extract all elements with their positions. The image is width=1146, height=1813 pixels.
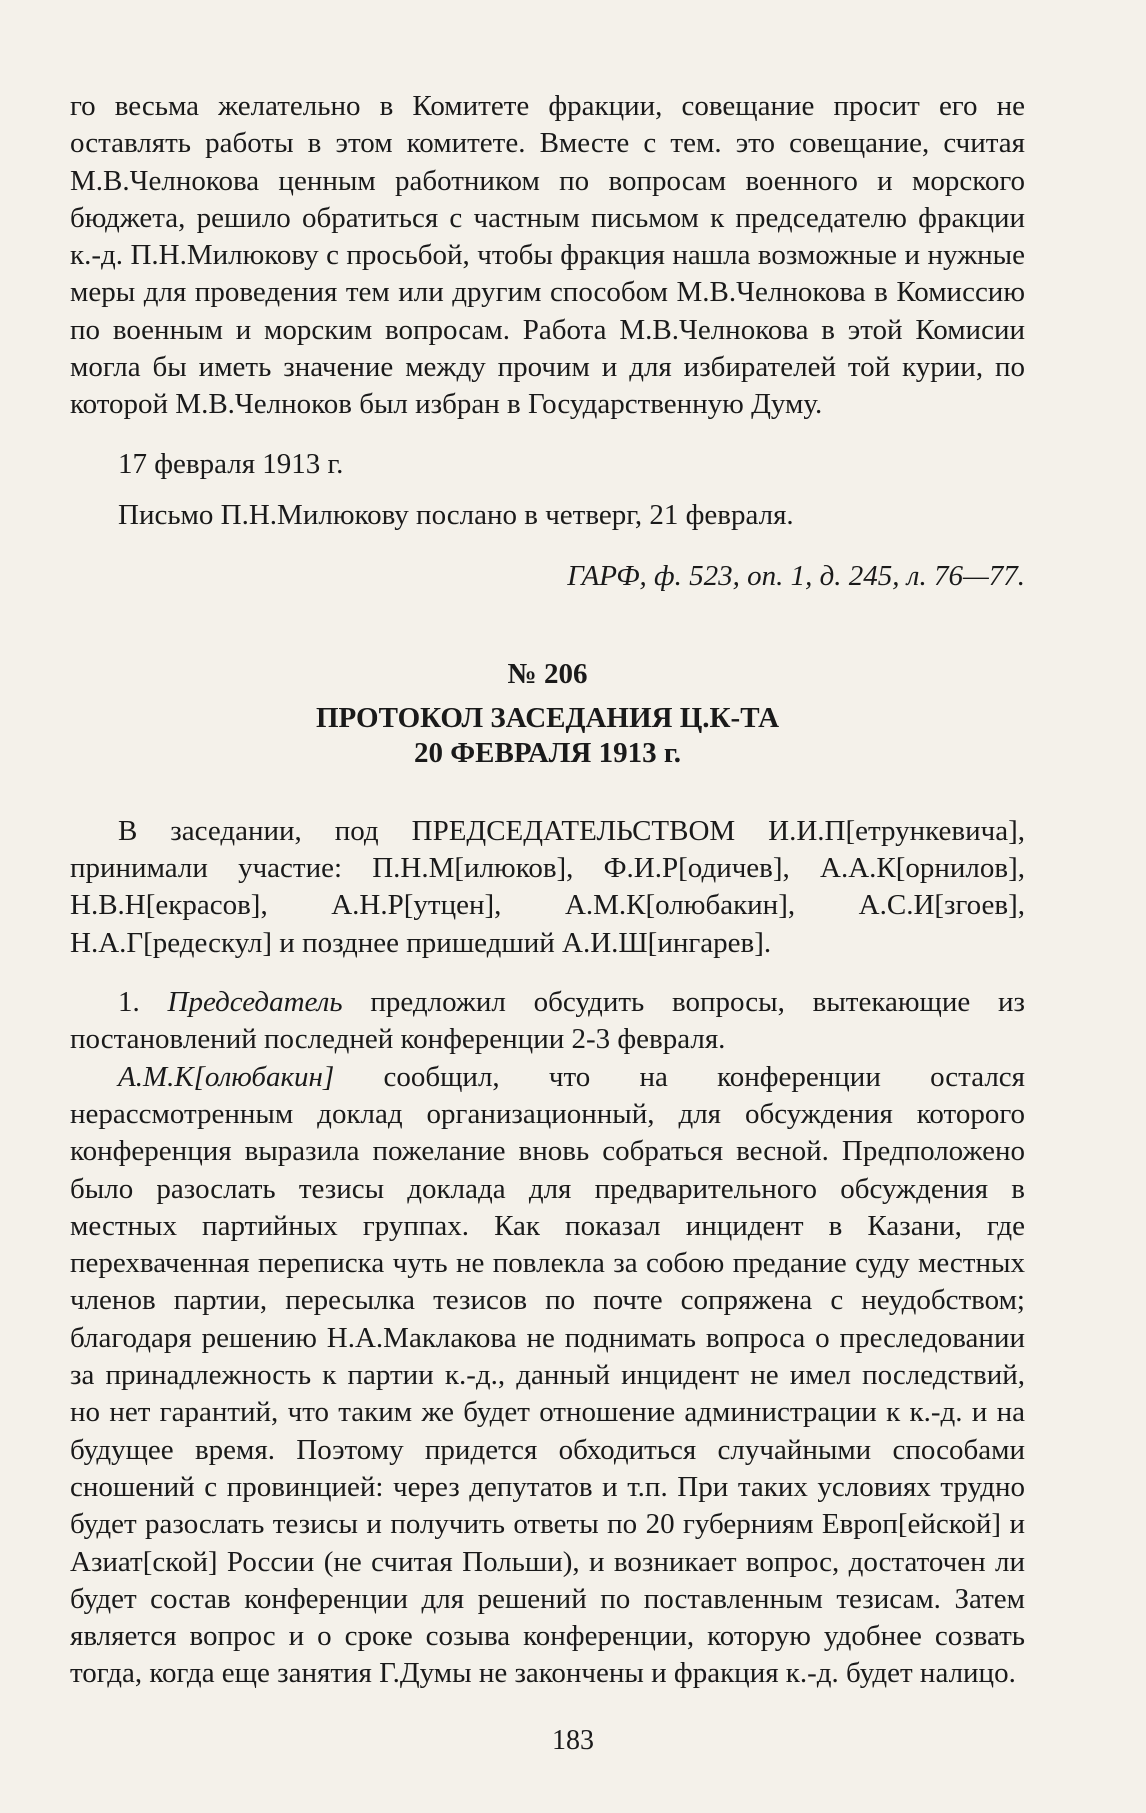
agenda-item-1 [70, 984, 1025, 1059]
attendance-paragraph: В заседании, под ПРЕДСЕДАТЕЛЬСТВОМ И.И.П[етрункевича], принимали участие: П.Н.М[илюков], Ф.И.Р[одичев], А.А.К[орнилов], Н.В.Н[екрасов], А.Н.Р[утцен], А.М.К[олюбакин], А.С.И[згоев], Н.А.Г[редескул] и позднее пришедший А.И.Ш[ингарев]. [70, 814, 1025, 959]
document-title-line-2: 20 ФЕВРАЛЯ 1913 г. [414, 736, 681, 769]
agenda-item-1-text: предложил обсудить вопросы, вытекающие из постановлений последней конференции 2-3 февраля. [70, 986, 1026, 1056]
archive-source-reference: ГАРФ, ф. 523, оп. 1, д. 245, л. 76—77. [567, 560, 1025, 593]
agenda-item-1-speaker: Председатель [167, 986, 343, 1019]
speaker-report-paragraph [70, 1059, 1025, 1693]
intro-paragraph: го весьма желательно в Комитете фракции, совещание просит его не оставлять работы в этом комитете. Вместе с тем. это совещание, считая М.В.Челнокова ценным работником по вопросам военного и морского бюджета, решило обратиться с частным письмом к председателю фракции к.-д. П.Н.Милюкову с просьбой, чтобы фракция нашла возможные и нужные меры для проведения тем или другим способом М.В.Челнокова в Комиссию по военным и морским вопросам. Работа М.В.Челнокова в этой Комисии могла бы иметь значение между прочим и для избирателей той курии, по которой М.В.Челноков был избран в Государственную Думу. [70, 90, 1025, 421]
date-line: 17 февраля 1913 г. [118, 447, 344, 480]
agenda-item-1-number: 1. [118, 986, 140, 1019]
letter-note: Письмо П.Н.Милюкову послано в четверг, 21 февраля. [118, 498, 794, 531]
report-speaker: А.М.К[олюбакин] [118, 1060, 335, 1093]
document-title [70, 701, 1025, 771]
report-text: сообщил, что на конференции остался нерассмотренным доклад организационный, для обсуждения которого конференция выразила пожелание вновь собраться весной. Предположено было разослать тезисы доклада для предварительного обсуждения в местных партийных группах. Как показал инцидент в Казани, где перехваченная переписка чуть не повлекла за собою предание суду местных членов партии, пересылка тезисов по почте сопряжена с неудобством; благодаря решению Н.А.Маклакова не поднимать вопроса о преследовании за принадлежность к партии к.-д., данный инцидент не имел последствий, но нет гарантий, что таким же будет отношение администрации к к.-д. и на будущее время. Поэтому придется обходиться случайными способами сношений с провинцией: через депутатов и т.п. При таких условиях трудно будет разослать тезисы и получить ответы по 20 губерниям Европ[ейской] и Азиат[ской] России (не считая Польши), и возникает вопрос, достаточен ли будет состав конференции для решений по поставленным тезисам. Затем является вопрос и о сроке созыва конференции, которую удобнее созвать тогда, когда еще занятия Г.Думы не закончены и фракция к.-д. будет налицо. [70, 1060, 1025, 1690]
document-page [70, 88, 1025, 1693]
document-title-line-1: ПРОТОКОЛ ЗАСЕДАНИЯ Ц.К-ТА [315, 701, 780, 734]
document-number: № 206 [507, 657, 588, 690]
page-number: 183 [552, 1725, 594, 1756]
